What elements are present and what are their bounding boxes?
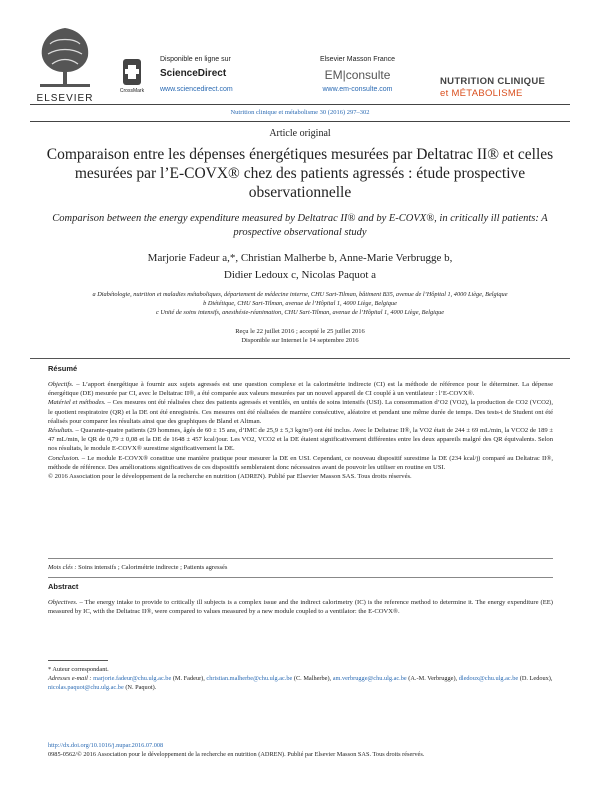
header-divider (30, 104, 570, 105)
em-consulte-link[interactable]: www.em-consulte.com (322, 86, 393, 93)
received-date: Reçu le 22 juillet 2016 ; accepté le 25 juillet 2016 (235, 328, 365, 335)
email-link[interactable]: nicolas.paquot@chu.ulg.ac.be (48, 683, 124, 691)
affiliation-b: b Diététique, CHU Sart-Tilman, avenue de l’Hôpital 1, 4000 Liège, Belgique (203, 300, 397, 307)
online-date: Disponible sur Internet le 14 septembre 2016 (241, 337, 359, 344)
publisher-name: ELSEVIER (36, 93, 94, 104)
objectifs-label: Objectifs. (48, 381, 74, 388)
affiliation-a: a Diabétologie, nutrition et maladies métaboliques, département de médecine interne, CHU Sart-Tilman, bâtiment B35, avenue de l’Hôpital 1, 4000 Liège, Belgique (92, 291, 508, 298)
resultats-label: Résultats. (48, 427, 74, 435)
affiliations (30, 290, 570, 317)
resume-resultats: Résultats. – Quarante-quatre patients (29 hommes, âgés de 60 ± 15 ans, d’IMC de 25,9 ± 5,3 kg/m²) ont été inclus. Avec le Deltatrac II®, la VO2 était de 244 ± 69 mL/min, la VCO2 de 189 ± 47 mL/min, le QR de 0,79 ± 0,08 et la DE de 1648 ± 457 kcal/jour. Les VO2, VCO2 et la DE étaient significativement différentes entre les deux appareils malgré des QR équivalents. Selon nos résultats, le module E-COVX® surestime significativement la DE. (48, 427, 553, 453)
email-link[interactable]: marjorie.fadeur@chu.ulg.ac.be (93, 674, 172, 682)
article-title-en: Comparison between the energy expenditure measured by Deltatrac II® and by E-COVX®, in critically ill patients: A prospective observational study (52, 213, 548, 238)
journal-reference[interactable]: Nutrition clinique et métabolisme 30 (2016) 297–302 (230, 109, 370, 116)
header-divider-2 (30, 121, 570, 122)
authors-line-2: Didier Ledoux c, Nicolas Paquot a (223, 269, 377, 281)
abstract-heading: Abstract (48, 582, 79, 591)
resume-divider (30, 358, 570, 359)
resume-objectifs: Objectifs. – L’apport énergétique à fournir aux sujets agressés est une question complexe et la calorimétrie indirecte (CI) est la méthode de référence pour le déterminer. La dépense énergétique (DE) mesurée par CI, avec le Deltatrac II®, a été comparée aux valeurs mesurées par un nouvel appareil de CI couplé à un ventilateur : l’E-COVX®. (48, 381, 553, 398)
author-list (30, 250, 570, 284)
resume-methodes: Matériel et méthodes. – Ces mesures ont été réalisées chez des patients agressés et ventilés, en unités de soins intensifs (USI). La consommation d’O2 (VO2), la production de CO2 (VCO2), le quotient respiratoire (QR) et la DE ont été enregistrés. Ces mesures ont été réalisées de manière consécutive, aléatoire et pendant une même durée de temps. Des tests-t de Student ont été réalisés pour comparer les résultats ainsi que des graphiques de Bland et Altman. (48, 399, 554, 425)
resume-conclusion: Conclusion. – Le module E-COVX® constitue une manière pratique pour mesurer la DE en USI. Cependant, ce nouveau dispositif surestime la DE (234 kcal/j) comparé au Deltatrac II®, méthode de référence. Des améliorations significatives de ces dispositifs sembleraient donc nécessaires avant de pouvoir les utiliser en routine en USI. (48, 454, 553, 471)
keywords-divider-top (48, 558, 553, 559)
sd-available-text: Disponible en ligne sur (160, 56, 231, 63)
sciencedirect-link[interactable]: www.sciencedirect.com (160, 86, 233, 93)
email-link[interactable]: am.verbrugge@chu.ulg.ac.be (332, 674, 407, 682)
affiliation-c: c Unité de soins intensifs, anesthésie-réanimation, CHU Sart-Tilman, avenue de l’Hôpital 1, 4000 Liège, Belgique (155, 309, 445, 316)
elsevier-tree-logo (30, 22, 100, 90)
journal-name-line1: NUTRITION CLINIQUE (440, 76, 546, 87)
email-link[interactable]: dledoux@chu.ulg.ac.be (458, 674, 519, 682)
sciencedirect-logo: ScienceDirect (160, 68, 227, 79)
corresponding-author: * Auteur correspondant. (48, 666, 109, 673)
em-consulte-logo: EM|consulte (324, 68, 391, 82)
resume-body (48, 380, 553, 481)
resume-heading: Résumé (48, 364, 78, 373)
email-link[interactable]: christian.malherbe@chu.ulg.ac.be (206, 674, 293, 682)
abstract-body: Objectives. – The energy intake to provide to critically ill subjects is a complex issue and the indirect calorimetry (IC) is the reference method to determine it. The energy expenditure (EE) measured by IC, with the Deltatrac II®, were compared to values measured by a new module coupled to a ventilator: the E-COVX®. (48, 599, 553, 616)
article-type: Article original (269, 128, 331, 139)
doi-link[interactable]: http://dx.doi.org/10.1016/j.nupar.2016.07.008 (48, 742, 164, 749)
em-publisher-text: Elsevier Masson France (319, 56, 396, 63)
keywords-label: Mots clés : (48, 564, 77, 571)
resume-copyright: © 2016 Association pour le développement de la recherche en nutrition (ADREN). Publié par Elsevier Masson SAS. Tous droits réservés. (48, 473, 412, 481)
footnotes (48, 666, 553, 692)
objectives-label: Objectives. (48, 599, 78, 606)
issn-copyright: 0985-0562/© 2016 Association pour le développement de la recherche en nutrition (ADREN). Publié par Elsevier Masson SAS. Tous droits réservés. (48, 750, 425, 758)
keywords-divider-bottom (48, 577, 553, 578)
conclusion-label: Conclusion. (48, 454, 80, 462)
page-footer (48, 742, 553, 760)
crossmark-label: CrossMark (119, 88, 145, 94)
email-list: Adresses e-mail : marjorie.fadeur@chu.ulg.ac.be (M. Fadeur), christian.malherbe@chu.ulg.ac.be (C. Malherbe), am.verbrugge@chu.ulg.ac.be (A.-M. Verbrugge), dledoux@chu.ulg.ac.be (D. Ledoux), nicolas.paquot@chu.ulg.ac.be (N. Paquot). (48, 674, 553, 691)
journal-name-line2: et MÉTABOLISME (440, 88, 523, 99)
keywords: Mots clés : Soins intensifs ; Calorimétrie indirecte ; Patients agressés (48, 564, 228, 571)
article-dates (30, 327, 570, 345)
methodes-label: Matériel et méthodes. (48, 399, 106, 407)
footnote-divider (48, 660, 108, 661)
authors-line-1: Marjorie Fadeur a,*, Christian Malherbe b, Anne-Marie Verbrugge b, (147, 252, 453, 264)
crossmark-icon[interactable] (121, 57, 143, 87)
article-title-fr: Comparaison entre les dépenses énergétiques mesurées par Deltatrac II® et celles mesurées par l’E-COVX® chez des patients agressés : étude prospective observationnelle (46, 146, 554, 201)
